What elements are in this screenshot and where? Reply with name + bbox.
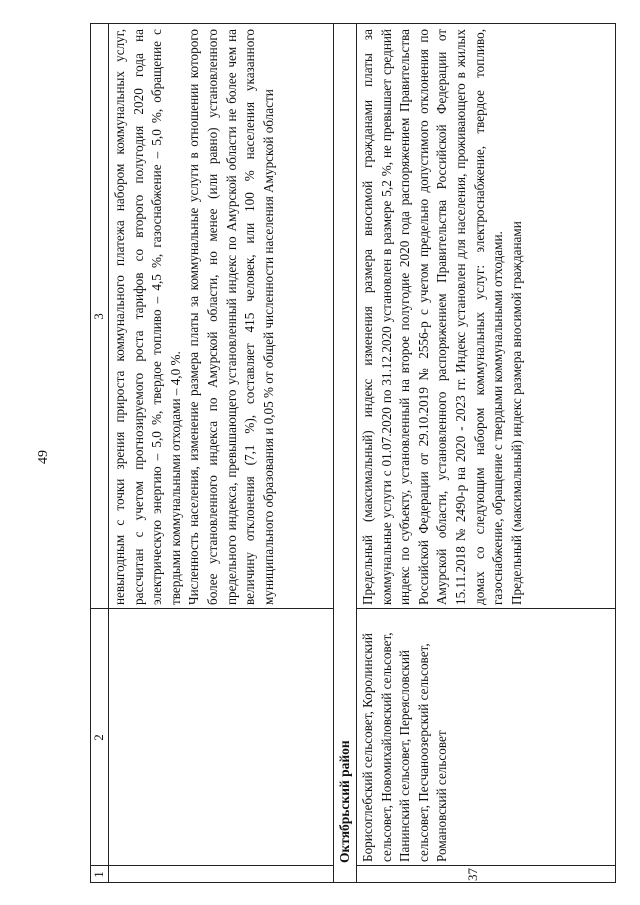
col2-divider-bottom [356,608,615,609]
col2-divider-top [90,608,333,609]
table-right-border [90,23,615,24]
district-heading: Октябрьский район [337,740,352,863]
description-cell [359,29,526,605]
rotated-table [90,23,615,883]
continuation-paragraph-2: Численность населения, изменение размера платы за коммунальные услуги в отношении которого более установленного индекса по Амурской области, но менее (или равно) установленного предельного индекса, превышающего установленный индекс по Амурской области не более чем на величину отклонения (7,1 %), составляет 415 человек, или 100 % населения указанного муниципального образования и 0,05 % от общей численности населения Амурской области [186,29,276,605]
header-col-1: 1 [91,871,106,878]
header-col-2: 2 [91,734,106,741]
row-number: 37 [465,868,480,881]
table-bottom-border [615,23,616,883]
district-top-border [333,23,334,883]
page-number: 49 [36,450,51,464]
col1-divider-bottom [356,865,615,866]
municipalities-cell: Борисоглебский сельсовет, Королинский сельсовет, Новомихайловский сельсовет, Панинский сельсовет, Переясловский сельсовет, Песчаноозерский сельсовет, Романовский сельсовет [360,632,450,862]
continuation-cell [111,29,278,605]
next-row-start: Предельный (максимальный) индекс размера вносимой гражданами [508,221,524,605]
table-left-border [90,882,615,883]
continuation-paragraph-1: невыгодным с точки зрения прироста коммунального платежа набором коммунальных услуг, рассчитан с учетом прогнозируемого роста тарифов со второго полугодия 2020 года на электрическую энергию – 5,0 %, твердое топливо – 4,5 %, газоснабжение – 5,0 %, обращение с твердыми коммунальными отходами – 4,0 %. [112,29,183,605]
header-bottom-border [108,23,109,883]
description-paragraph: Предельный (максимальный) индекс изменения размера вносимой гражданами платы за коммунальные услуги с 01.07.2020 по 31.12.2020 установлен в размере 5,2 %, не превышает средний индекс по субъекту, установленный на второе полугодие 2020 года распоряжением Правительства Российской Федерации от 29.10.2019 № 2556-р с учетом предельно допустимого отклонения по Амурской области, установленного распоряжением Правительства Российской Федерации от 15.11.2018 № 2490-р на 2020 - 2023 гг. Индекс установлен для населения, проживающего в жилых домах со следующим набором коммунальных услуг: электроснабжение, твердое топливо, газоснабжение, обращение с твердыми коммунальными отходами. [360,29,506,605]
header-col-3: 3 [91,313,106,320]
district-bottom-border [356,23,357,883]
col1-divider-top [90,865,333,866]
